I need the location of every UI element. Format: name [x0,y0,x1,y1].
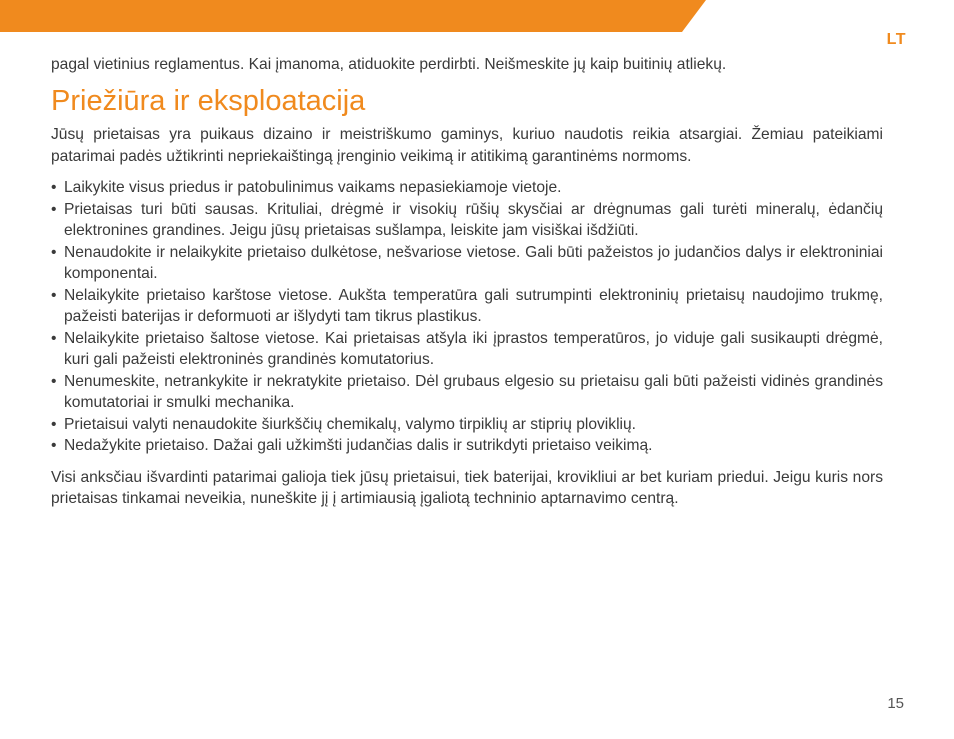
bullet-icon: • [51,179,57,196]
list-item [51,328,883,371]
list-item-text: Nenumeskite, netrankykite ir nekratykite prietaiso. Dėl grubaus elgesio su prietaisu gali būti pažeisti vidinės grandinės komutatoriai ir smulki mechanika. [64,372,883,411]
bullet-icon: • [51,200,57,218]
list-item-text: Nedažykite prietaiso. Dažai gali užkimšti judančias dalis ir sutrikdyti prietaiso veikimą. [64,437,653,454]
list-item-text: Nelaikykite prietaiso karštose vietose. Aukšta temperatūra gali sutrumpinti elektroninių prietaisų naudojimo trukmę, pažeisti baterijas ir deformuoti ar išlydyti tam tikrus plastikus. [64,286,883,325]
bullet-icon: • [51,243,57,261]
list-item-text: Laikykite visus priedus ir patobulinimus vaikams nepasiekiamoje vietoje. [64,179,562,196]
closing-paragraph: Visi anksčiau išvardinti patarimai galioja tiek jūsų prietaisui, tiek baterijai, krovikliui ar bet kuriam priedui. Jeigu kuris nors prietaisas tinkamai neveikia, nuneškite jį į artimiausią įgaliotą techninio aptarnavimo centrą. [51,468,883,507]
list-item [51,414,883,436]
list-item [51,242,883,285]
list-item [51,371,883,414]
language-code: LT [886,31,906,48]
list-item-text: Nenaudokite ir nelaikykite prietaiso dulkėtose, nešvariose vietose. Gali būti pažeistos jo judančios dalys ir elektroniniai komponentai. [64,243,883,282]
list-item [51,435,883,457]
bullet-icon: • [51,286,57,304]
list-item-text: Prietaisas turi būti sausas. Krituliai, drėgmė ir visokių rūšių skysčiai ar drėgnumas gali turėti mineralų, ėdančių elektronines grandines. Jeigu jūsų prietaisas sušlampa, leiskite jam visiškai išdžiūti. [64,200,883,239]
bullet-icon: • [51,437,57,454]
section-lead: Jūsų prietaisas yra puikaus dizaino ir meistriškumo gaminys, kuriuo naudotis reikia atsargiai. Žemiau pateikiami patarimai padės užtikrinti nepriekaištingą įrenginio veikimą ir atitikimą garantinėms normoms. [51,126,883,165]
page-number: 15 [887,695,904,712]
list-item [51,199,883,242]
list-item [51,177,883,199]
section-title: Priežiūra ir eksploatacija [51,85,366,117]
bullet-icon: • [51,372,57,390]
list-item-text: Nelaikykite prietaiso šaltose vietose. Kai prietaisas atšyla iki įprastos temperatūros, jo viduje gali susikaupti drėgmė, kuri gali pažeisti elektroninės grandinės komutatorius. [64,329,883,368]
bullet-icon: • [51,415,57,433]
list-item [51,285,883,328]
list-item-text: Prietaisui valyti nenaudokite šiurkščių chemikalų, valymo tirpiklių ar stiprių ploviklių. [64,415,636,433]
header-accent-bar [0,0,954,32]
continued-text: pagal vietinius reglamentus. Kai įmanoma, atiduokite perdirbti. Neišmeskite jų kaip buitinių atliekų. [51,56,727,73]
bullet-icon: • [51,329,57,347]
header-accent-shape [0,0,954,32]
care-tips-list [51,177,883,457]
page-content [51,54,883,510]
